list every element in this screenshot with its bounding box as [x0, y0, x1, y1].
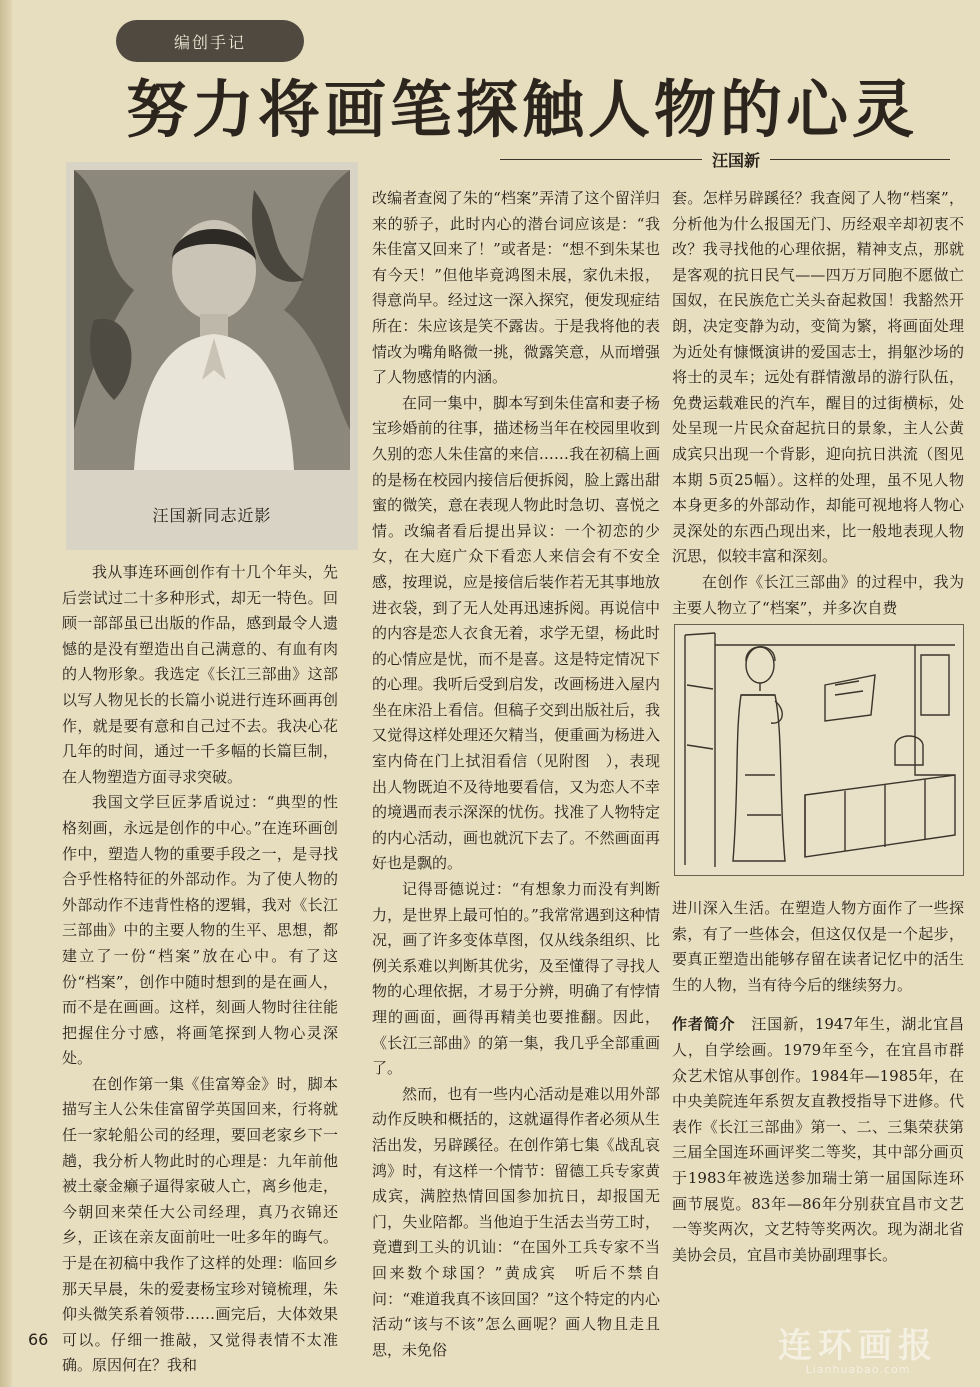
paragraph: 然而，也有一些内心活动是难以用外部动作反映和概括的，这就逼得作者必须从生活出发，另辟蹊径。在创作第七集《战乱哀鸿》时，有这样一个情节：留德工兵专家黄成宾，满腔热情回国参加抗日，却报国无门，失业陪都。当他迫于生活去当劳工时，竟遭到工头的讥讪：“在国外工兵专家不当 回来数个球国？”黄成宾 听后不禁自问：“难道我真不该回国？”这个特定的内心活动“该与不该”怎么画呢？画人物且走且思，未免俗	[372, 1084, 676, 1359]
paragraph: 在创作第一集《佳富筹金》时，脚本描写主人公朱佳富留学英国回来，行将就任一家轮船公司的经理，要回老家乡下一趟，我分析人物此时的心理是：九年前他被土豪金癞子逼得家破人亡，离乡他走，今朝回来荣任大公司经理，真乃衣锦还乡，正该在亲友面前吐一吐多年的晦气。于是在初稿中我作了这样的处理：临回乡那天早晨，朱的爱妻杨宝珍对镜梳理，朱仰头微笑系着领带……画完后，大体效果可以。仔细一推敲，又觉得表情不太准确。原因何在？我和	[62, 1074, 338, 1375]
illustration-drawing	[675, 625, 963, 875]
portrait-image	[74, 170, 350, 470]
paragraph: 我从事连环画创作有十几个年头，先后尝试过二十多种形式，却无一特色。回顾一部部虽已出版的作品，感到最令人遗憾的是没有塑造出自己满意的、有血有肉的人物形象。我选定《长江三部曲》这部以写人物见长的长篇小说进行连环画再创作，就是要有意和自己过不去。我决心花几年的时间，通过一千多幅的长篇巨制，在人物塑造方面寻求突破。	[62, 563, 338, 786]
watermark	[758, 1318, 958, 1374]
photo-caption: 汪国新同志近影	[152, 506, 272, 525]
byline	[500, 148, 950, 170]
paragraph: 在同一集中，脚本写到朱佳富和妻子杨宝珍婚前的往事，描述杨当年在校园里收到久别的恋人朱佳富的来信……我在初稿上画的是杨在校园内接信后便拆阅，脸上露出甜蜜的微笑，意在表现人物此时急切、喜悦之情。改编者看后提出异议：一个初恋的少女，在大庭广众下看恋人来信会有不安全感，按理说，应是接信后装作若无其事地放进衣袋，到了无人处再迅速拆阅。再说信中的内容是恋人衣食无着，求学无望，杨此时的心情应是忧，而不是喜。这是特定情况下的心理。我听后受到启发，改画杨进入屋内坐在床沿上看信。但稿子交到出版社后，我又觉得这样处理还欠精当，便重画为杨进入室内倚在门上拭泪看信（见附图 ），表现出人物既迫不及待地要看信，又为恋人不幸的境遇而表示深深的忧伤。找准了人物特定的内心活动，画也就沉下去了。不然画面再好也是飘的。	[372, 393, 660, 873]
paragraph: 我国文学巨匠茅盾说过：“典型的性格刻画，永远是创作的中心。”在连环画创作中，塑造人物的重要手段之一，是寻找合乎性格特征的外部动作。为了使人物的外部动作不违背性格的逻辑，我对《长江三部曲》中的主要人物的生平、思想，都建立了一份“档案”放在心中。有了这份“档案”，创作中随时想到的是在画人，而不是在画画。这样，刻画人物时往往能把握住分寸感，将画笔探到人物心灵深处。	[62, 793, 338, 1068]
paragraph: 记得哥德说过：“有想象力而没有判断力，是世界上最可怕的。”我常常遇到这种情况，画了许多变体草图，仅从线条组织、比例关系难以判断其优劣，及至懂得了寻找人物的心理依据，才易于分辨，明确了有悖情理的画面，画得再精美也要推翻。因此，《长江三部曲》的第一集，我几乎全部重画了。	[372, 880, 660, 1078]
author-photo	[66, 162, 358, 550]
column-3-top	[672, 186, 964, 622]
byline-rule-left	[500, 159, 702, 160]
watermark-url: Lianhuabao.com	[805, 1363, 911, 1376]
bio-label: 作者简介	[672, 1015, 736, 1034]
article-title: 努力将画笔探触人物的心灵	[126, 73, 919, 146]
paragraph: 改编者查阅了朱的“档案”弄清了这个留洋归来的骄子，此时内心的潜台词应该是：“我朱佳富又回来了！”或者是：“想不到朱某也有今天！”但他毕竟鸿图未展，家仇未报，得意尚早。经过这一深入探究，便发现症结所在：朱应该是笑不露齿。于是我将他的表情改为嘴角略微一挑，微露笑意，从而增强了人物感情的内涵。	[372, 189, 660, 387]
byline-rule-right	[770, 159, 950, 160]
author-bio	[672, 1012, 964, 1268]
paragraph: 进川深入生活。在塑造人物方面作了一些探索，有了一些体会，但这仅仅是一个起步，要真正塑造出能够存留在读者记忆中的活生生的人物，当有待今后的继续努力。	[672, 899, 964, 994]
illustration	[674, 624, 964, 876]
page-edge	[0, 0, 12, 1387]
paragraph: 在创作《长江三部曲》的过程中，我为主要人物立了“档案”，并多次自费	[672, 572, 964, 617]
column-1	[62, 560, 338, 1375]
watermark-text: 连环画报	[778, 1326, 938, 1366]
page-number: 66	[28, 1330, 49, 1349]
column-2	[372, 186, 676, 1359]
author-name: 汪国新	[711, 150, 760, 170]
bio-text: 汪国新，1947年生，湖北宜昌人，自学绘画。1979年至今，在宜昌市群众艺术馆从事创作。1984年—1985年，在中央美院连年系贺友直教授指导下进修。代表作《长江三部曲》第一、二、三集荣获第三届全国连环画评奖二等奖，其中部分画页于1983年被选送参加瑞士第一届国际连环画节展览。83年—86年分别获宜昌市文艺一等奖两次，文艺特等奖两次。现为湖北省美协会员，宜昌市美协副理事长。	[672, 1015, 964, 1264]
section-tag: 编创手记	[116, 20, 304, 62]
column-3-bottom	[672, 896, 964, 1296]
paragraph: 套。怎样另辟蹊径？我查阅了人物“档案”，分析他为什么报国无门、历经艰辛却初衷不改？我寻找他的心理依据，精神支点，那就是客观的抗日民气——四万万同胞不愿做亡国奴，在民族危亡关头奋起救国！我豁然开朗，决定变静为动，变简为繁，将画面处理为近处有慷慨演讲的爱国志士，捐躯沙场的将士的灵车；远处有群情激昂的游行队伍，免费运载难民的汽车，醒目的过街横标，处处呈现一片民众奋起抗日的景象，主人公黄成宾只出现一个背影，迎向抗日洪流（图见本期 5页25幅）。这样的处理，虽不见人物本身更多的外部动作，却能可视地将人物心灵深处的东西凸现出来，比一般地表现人物沉思，似较丰富和深刻。	[672, 189, 964, 566]
